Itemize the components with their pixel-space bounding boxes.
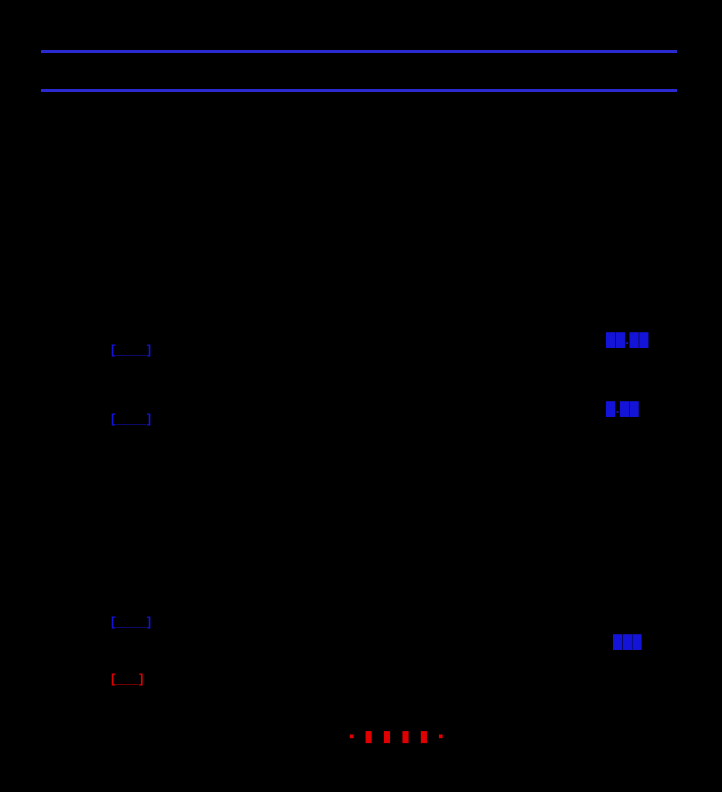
second-rule <box>41 89 677 92</box>
field-value-b[interactable]: █.██ <box>606 401 640 416</box>
footer-mark: ▪ ▮ ▮ ▮ ▮ ▪ <box>349 728 447 745</box>
top-rule <box>41 50 677 53</box>
field-label-d[interactable]: [___] <box>111 671 144 686</box>
field-label-a[interactable]: [____] <box>111 342 152 357</box>
field-value-c[interactable]: ███ <box>613 634 643 649</box>
field-label-c[interactable]: [____] <box>111 614 152 629</box>
field-value-a[interactable]: ██.██ <box>606 332 649 347</box>
field-label-b[interactable]: [____] <box>111 411 152 426</box>
